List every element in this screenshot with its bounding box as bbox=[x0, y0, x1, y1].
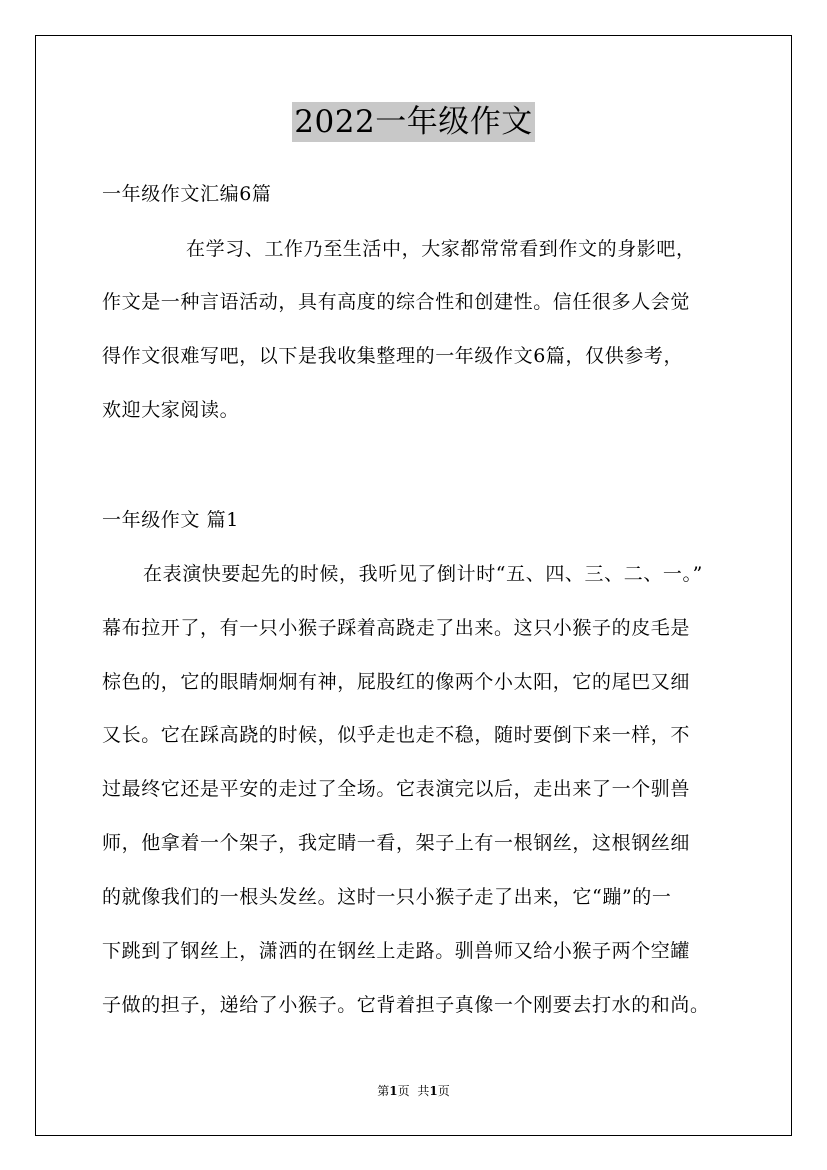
intro-line-2: 作文是一种言语活动，具有高度的综合性和创建性。信任很多人会觉 bbox=[102, 291, 691, 313]
footer-page-number: 1 bbox=[389, 1084, 398, 1098]
body-line-4: 又长。它在踩高跷的时候，似乎走也走不稳，随时要倒下来一样，不 bbox=[102, 724, 691, 746]
body-line-2: 幕布拉开了，有一只小猴子踩着高跷走了出来。这只小猴子的皮毛是 bbox=[102, 617, 691, 639]
intro-line-3: 得作文很难写吧，以下是我收集整理的一年级作文6篇，仅供参考， bbox=[102, 345, 684, 367]
section-heading: 一年级作文 篇1 bbox=[102, 509, 239, 531]
footer-page-unit: 页 bbox=[397, 1084, 410, 1098]
footer-total-pages: 1 bbox=[429, 1084, 438, 1098]
footer-prefix: 第 bbox=[377, 1084, 390, 1098]
page-footer bbox=[0, 1083, 827, 1099]
footer-total-prefix: 共 bbox=[417, 1084, 430, 1098]
body-line-6: 师，他拿着一个架子，我定睛一看，架子上有一根钢丝，这根钢丝细 bbox=[102, 832, 691, 854]
intro-line-1: 在学习、工作乃至生活中，大家都常常看到作文的身影吧， bbox=[186, 238, 696, 260]
body-line-3: 棕色的，它的眼睛炯炯有神，屁股红的像两个小太阳，它的尾巴又细 bbox=[102, 671, 691, 693]
body-line-1: 在表演快要起先的时候，我听见了倒计时“五、四、三、二、一。” bbox=[143, 563, 703, 585]
body-line-7: 的就像我们的一根头发丝。这时一只小猴子走了出来，它“蹦”的一 bbox=[102, 886, 672, 908]
body-line-8: 下跳到了钢丝上，潇洒的在钢丝上走路。驯兽师又给小猴子两个空罐 bbox=[102, 940, 691, 962]
document-subtitle: 一年级作文汇编6篇 bbox=[102, 183, 272, 205]
body-line-9: 子做的担子，递给了小猴子。它背着担子真像一个刚要去打水的和尚。 bbox=[102, 994, 710, 1016]
body-line-5: 过最终它还是平安的走过了全场。它表演完以后，走出来了一个驯兽 bbox=[102, 778, 691, 800]
document-title: 2022一年级作文 bbox=[294, 104, 533, 140]
intro-line-4: 欢迎大家阅读。 bbox=[102, 399, 240, 421]
footer-total-unit: 页 bbox=[437, 1084, 450, 1098]
title-container bbox=[0, 102, 827, 142]
